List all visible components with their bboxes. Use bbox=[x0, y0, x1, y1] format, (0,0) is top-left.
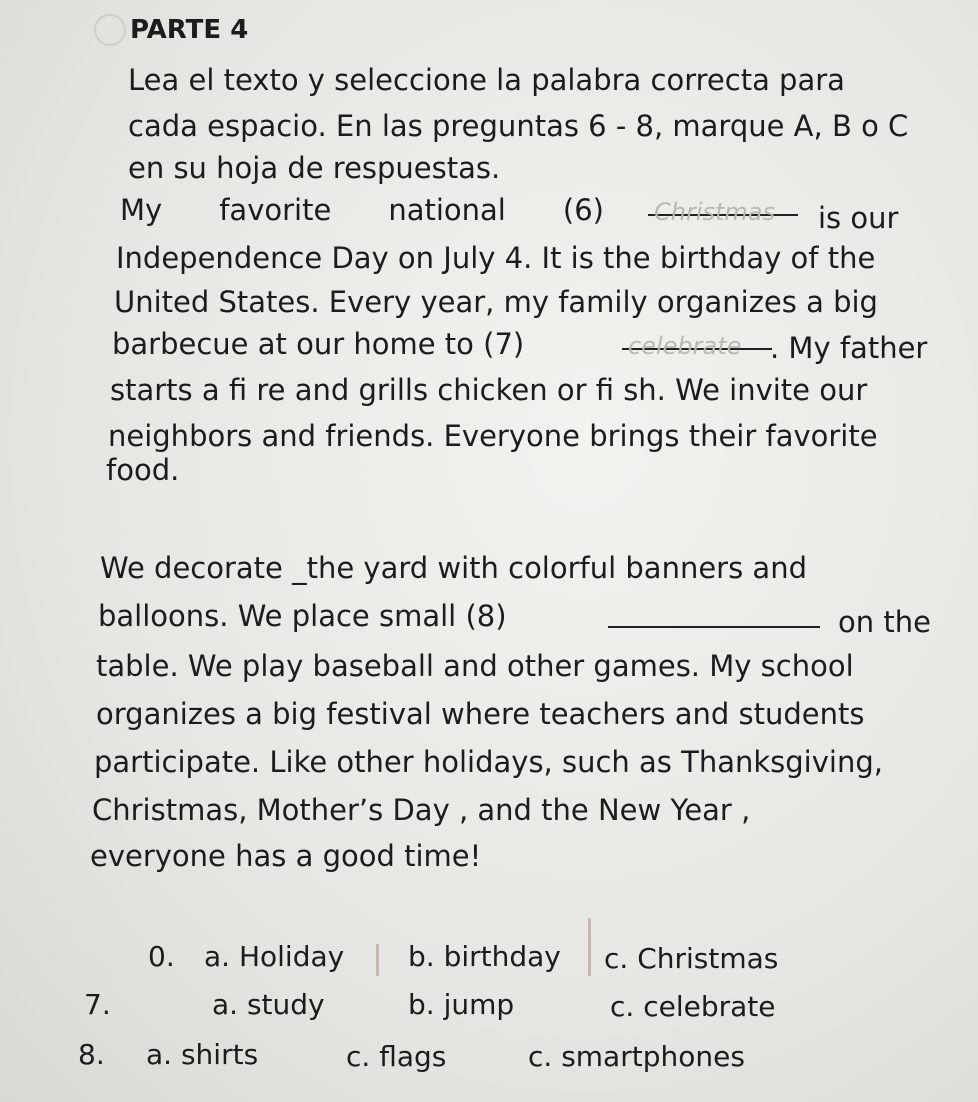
paragraph1-line-6: neighbors and friends. Everyone brings their favorite bbox=[108, 419, 878, 453]
blank-8 bbox=[608, 600, 820, 636]
paragraph2-line-2-start: balloons. We place small (8) bbox=[98, 599, 507, 633]
option-8-b: c. flags bbox=[346, 1040, 447, 1073]
option-row-7-number: 7. bbox=[84, 988, 111, 1021]
paragraph1-line-2: Independence Day on July 4. It is the birthday of the bbox=[116, 241, 876, 275]
option-8-c: c. smartphones bbox=[528, 1040, 745, 1073]
word-favorite: favorite bbox=[219, 193, 332, 227]
word-national: national bbox=[388, 193, 506, 227]
option-7-c: c. celebrate bbox=[610, 990, 776, 1023]
word-my: My bbox=[120, 193, 163, 227]
pen-mark-divider-1 bbox=[376, 944, 379, 976]
paragraph2-line-4: organizes a big festival where teachers and students bbox=[96, 697, 865, 731]
paragraph1-line-7: food. bbox=[106, 453, 180, 487]
blank-6 bbox=[648, 192, 798, 228]
option-row-0-number: 0. bbox=[148, 940, 175, 973]
option-0-a: a. Holiday bbox=[204, 940, 345, 973]
instruction-line-2: cada espacio. En las preguntas 6 - 8, marque A, B o C bbox=[128, 109, 909, 143]
pen-mark-divider-2 bbox=[588, 918, 591, 976]
blank-7-handwriting: celebrate bbox=[628, 332, 742, 360]
section-title: PARTE 4 bbox=[130, 15, 249, 45]
option-8-a: a. shirts bbox=[146, 1038, 259, 1071]
instruction-line-3: en su hoja de respuestas. bbox=[128, 151, 501, 185]
question-6-number: (6) bbox=[562, 193, 604, 227]
paragraph2-line-1: We decorate _the yard with colorful banners and bbox=[100, 551, 807, 585]
option-7-b: b. jump bbox=[408, 988, 515, 1021]
paragraph2-line-6: Christmas, Mother’s Day , and the New Year , bbox=[92, 793, 751, 827]
paragraph1-line-1-start bbox=[120, 192, 604, 228]
paragraph1-line-3: United States. Every year, my family organizes a big bbox=[114, 285, 878, 319]
option-0-b: b. birthday bbox=[408, 940, 561, 973]
paragraph2-line-2-end: on the bbox=[838, 605, 931, 639]
option-row-8-number: 8. bbox=[78, 1038, 105, 1071]
paragraph2-line-7: everyone has a good time! bbox=[90, 839, 482, 873]
blank-7 bbox=[622, 326, 772, 362]
option-0-c: c. Christmas bbox=[604, 942, 779, 975]
instruction-line-1: Lea el texto y seleccione la palabra correcta para bbox=[128, 63, 845, 97]
paragraph2-line-3: table. We play baseball and other games. My school bbox=[96, 649, 854, 683]
option-7-a: a. study bbox=[212, 988, 325, 1021]
paragraph1-line-1-end: is our bbox=[818, 201, 899, 235]
paragraph1-line-5: starts a fi re and grills chicken or fi sh. We invite our bbox=[110, 373, 868, 407]
paragraph1-line-4-start: barbecue at our home to (7) bbox=[112, 327, 525, 361]
faded-circle-mark bbox=[94, 14, 126, 46]
paragraph2-line-5: participate. Like other holidays, such as Thanksgiving, bbox=[94, 745, 883, 779]
blank-6-handwriting: Christmas bbox=[654, 198, 776, 226]
paragraph1-line-4-end: . My father bbox=[770, 331, 928, 365]
